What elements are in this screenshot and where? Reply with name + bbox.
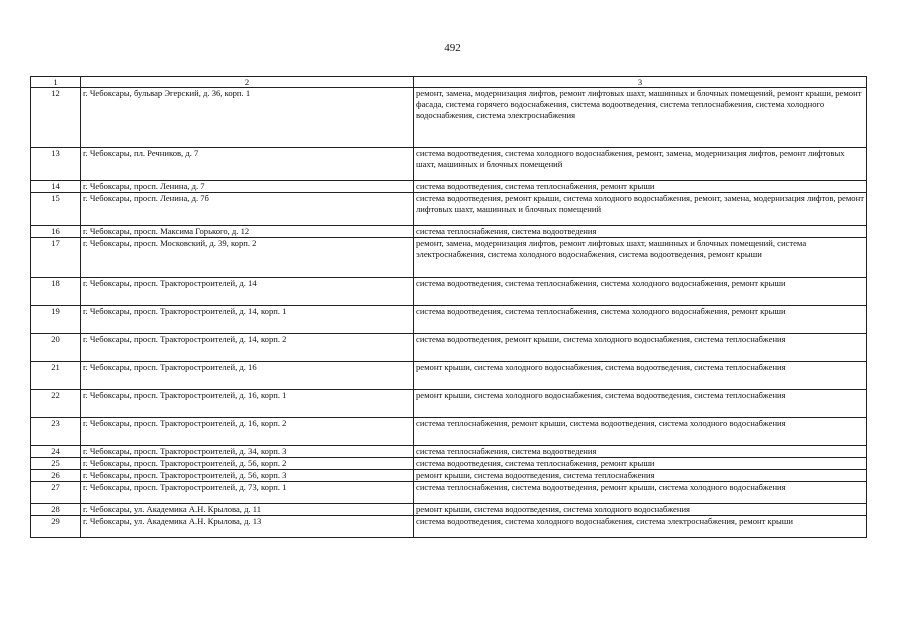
table-row [31, 306, 867, 334]
row-works: система водоотведения, ремонт крыши, система холодного водоснабжения, ремонт, замена, модернизация лифтов, ремонт лифтовых шахт, машинных и блочных помещений [414, 193, 867, 226]
table-row [31, 482, 867, 504]
row-address: г. Чебоксары, просп. Ленина, д. 7б [81, 193, 414, 226]
table-row [31, 516, 867, 538]
row-address: г. Чебоксары, ул. Академика А.Н. Крылова, д. 13 [81, 516, 414, 538]
row-address: г. Чебоксары, просп. Тракторостроителей, д. 73, корп. 1 [81, 482, 414, 504]
row-works: ремонт крыши, система водоотведения, система теплоснабжения [414, 470, 867, 482]
row-number: 17 [31, 238, 81, 278]
table-row [31, 390, 867, 418]
row-address: г. Чебоксары, просп. Тракторостроителей, д. 16, корп. 2 [81, 418, 414, 446]
table-row [31, 458, 867, 470]
row-works: система водоотведения, ремонт крыши, система холодного водоснабжения, система теплоснабжения [414, 334, 867, 362]
row-address: г. Чебоксары, просп. Тракторостроителей, д. 16 [81, 362, 414, 390]
row-number: 24 [31, 446, 81, 458]
table-row [31, 278, 867, 306]
row-works: система теплоснабжения, система водоотведения [414, 446, 867, 458]
row-address: г. Чебоксары, просп. Максима Горького, д. 12 [81, 226, 414, 238]
row-address: г. Чебоксары, просп. Тракторостроителей, д. 56, корп. 3 [81, 470, 414, 482]
row-address: г. Чебоксары, просп. Тракторостроителей, д. 34, корп. 3 [81, 446, 414, 458]
row-number: 28 [31, 504, 81, 516]
row-address: г. Чебоксары, ул. Академика А.Н. Крылова, д. 11 [81, 504, 414, 516]
row-works: система водоотведения, система теплоснабжения, система холодного водоснабжения, ремонт крыши [414, 278, 867, 306]
header-col-2: 2 [81, 77, 414, 88]
row-works: ремонт крыши, система холодного водоснабжения, система водоотведения, система теплоснабжения [414, 362, 867, 390]
row-works: система теплоснабжения, система водоотведения [414, 226, 867, 238]
row-works: ремонт крыши, система холодного водоснабжения, система водоотведения, система теплоснабжения [414, 390, 867, 418]
row-address: г. Чебоксары, просп. Тракторостроителей, д. 14 [81, 278, 414, 306]
row-number: 25 [31, 458, 81, 470]
row-address: г. Чебоксары, просп. Ленина, д. 7 [81, 181, 414, 193]
row-number: 16 [31, 226, 81, 238]
table-row [31, 238, 867, 278]
page-number: 492 [444, 42, 461, 54]
row-number: 22 [31, 390, 81, 418]
row-address: г. Чебоксары, пл. Речников, д. 7 [81, 148, 414, 181]
table-row [31, 418, 867, 446]
table-row [31, 181, 867, 193]
row-works: система водоотведения, система холодного водоснабжения, система электроснабжения, ремонт крыши [414, 516, 867, 538]
row-number: 23 [31, 418, 81, 446]
table-row [31, 193, 867, 226]
works-table [30, 76, 867, 538]
row-works: система водоотведения, система теплоснабжения, ремонт крыши [414, 458, 867, 470]
row-works: система теплоснабжения, система водоотведения, ремонт крыши, система холодного водоснабжения [414, 482, 867, 504]
row-address: г. Чебоксары, просп. Московский, д. 39, корп. 2 [81, 238, 414, 278]
row-number: 29 [31, 516, 81, 538]
row-address: г. Чебоксары, просп. Тракторостроителей, д. 56, корп. 2 [81, 458, 414, 470]
row-works: система водоотведения, система теплоснабжения, ремонт крыши [414, 181, 867, 193]
row-address: г. Чебоксары, просп. Тракторостроителей, д. 14, корп. 1 [81, 306, 414, 334]
row-number: 14 [31, 181, 81, 193]
table-row [31, 470, 867, 482]
row-number: 18 [31, 278, 81, 306]
row-number: 12 [31, 88, 81, 148]
table-row [31, 504, 867, 516]
table-row [31, 148, 867, 181]
row-works: ремонт, замена, модернизация лифтов, ремонт лифтовых шахт, машинных и блочных помещений, ремонт крыши, ремонт фасада, система горячего водоснабжения, система водоотведения, система теплоснабжения, система холодного водоснабжения, система электроснабжения [414, 88, 867, 148]
row-address: г. Чебоксары, просп. Тракторостроителей, д. 14, корп. 2 [81, 334, 414, 362]
table-header-row [31, 77, 867, 88]
header-col-3: 3 [414, 77, 867, 88]
table-row [31, 88, 867, 148]
header-col-1: 1 [31, 77, 81, 88]
table-row [31, 362, 867, 390]
row-works: ремонт крыши, система водоотведения, система холодного водоснабжения [414, 504, 867, 516]
table-row [31, 446, 867, 458]
table-row [31, 226, 867, 238]
row-works: система теплоснабжения, ремонт крыши, система водоотведения, система холодного водоснабжения [414, 418, 867, 446]
row-number: 26 [31, 470, 81, 482]
row-works: система водоотведения, система теплоснабжения, система холодного водоснабжения, ремонт крыши [414, 306, 867, 334]
row-number: 20 [31, 334, 81, 362]
row-number: 15 [31, 193, 81, 226]
row-works: ремонт, замена, модернизация лифтов, ремонт лифтовых шахт, машинных и блочных помещений, система электроснабжения, система холодного водоснабжения, система водоотведения, ремонт крыши [414, 238, 867, 278]
row-number: 21 [31, 362, 81, 390]
row-address: г. Чебоксары, просп. Тракторостроителей, д. 16, корп. 1 [81, 390, 414, 418]
row-number: 13 [31, 148, 81, 181]
row-address: г. Чебоксары, бульвар Эгерский, д. 36, корп. 1 [81, 88, 414, 148]
table-row [31, 334, 867, 362]
row-works: система водоотведения, система холодного водоснабжения, ремонт, замена, модернизация лифтов, ремонт лифтовых шахт, машинных и блочных помещений [414, 148, 867, 181]
row-number: 27 [31, 482, 81, 504]
row-number: 19 [31, 306, 81, 334]
